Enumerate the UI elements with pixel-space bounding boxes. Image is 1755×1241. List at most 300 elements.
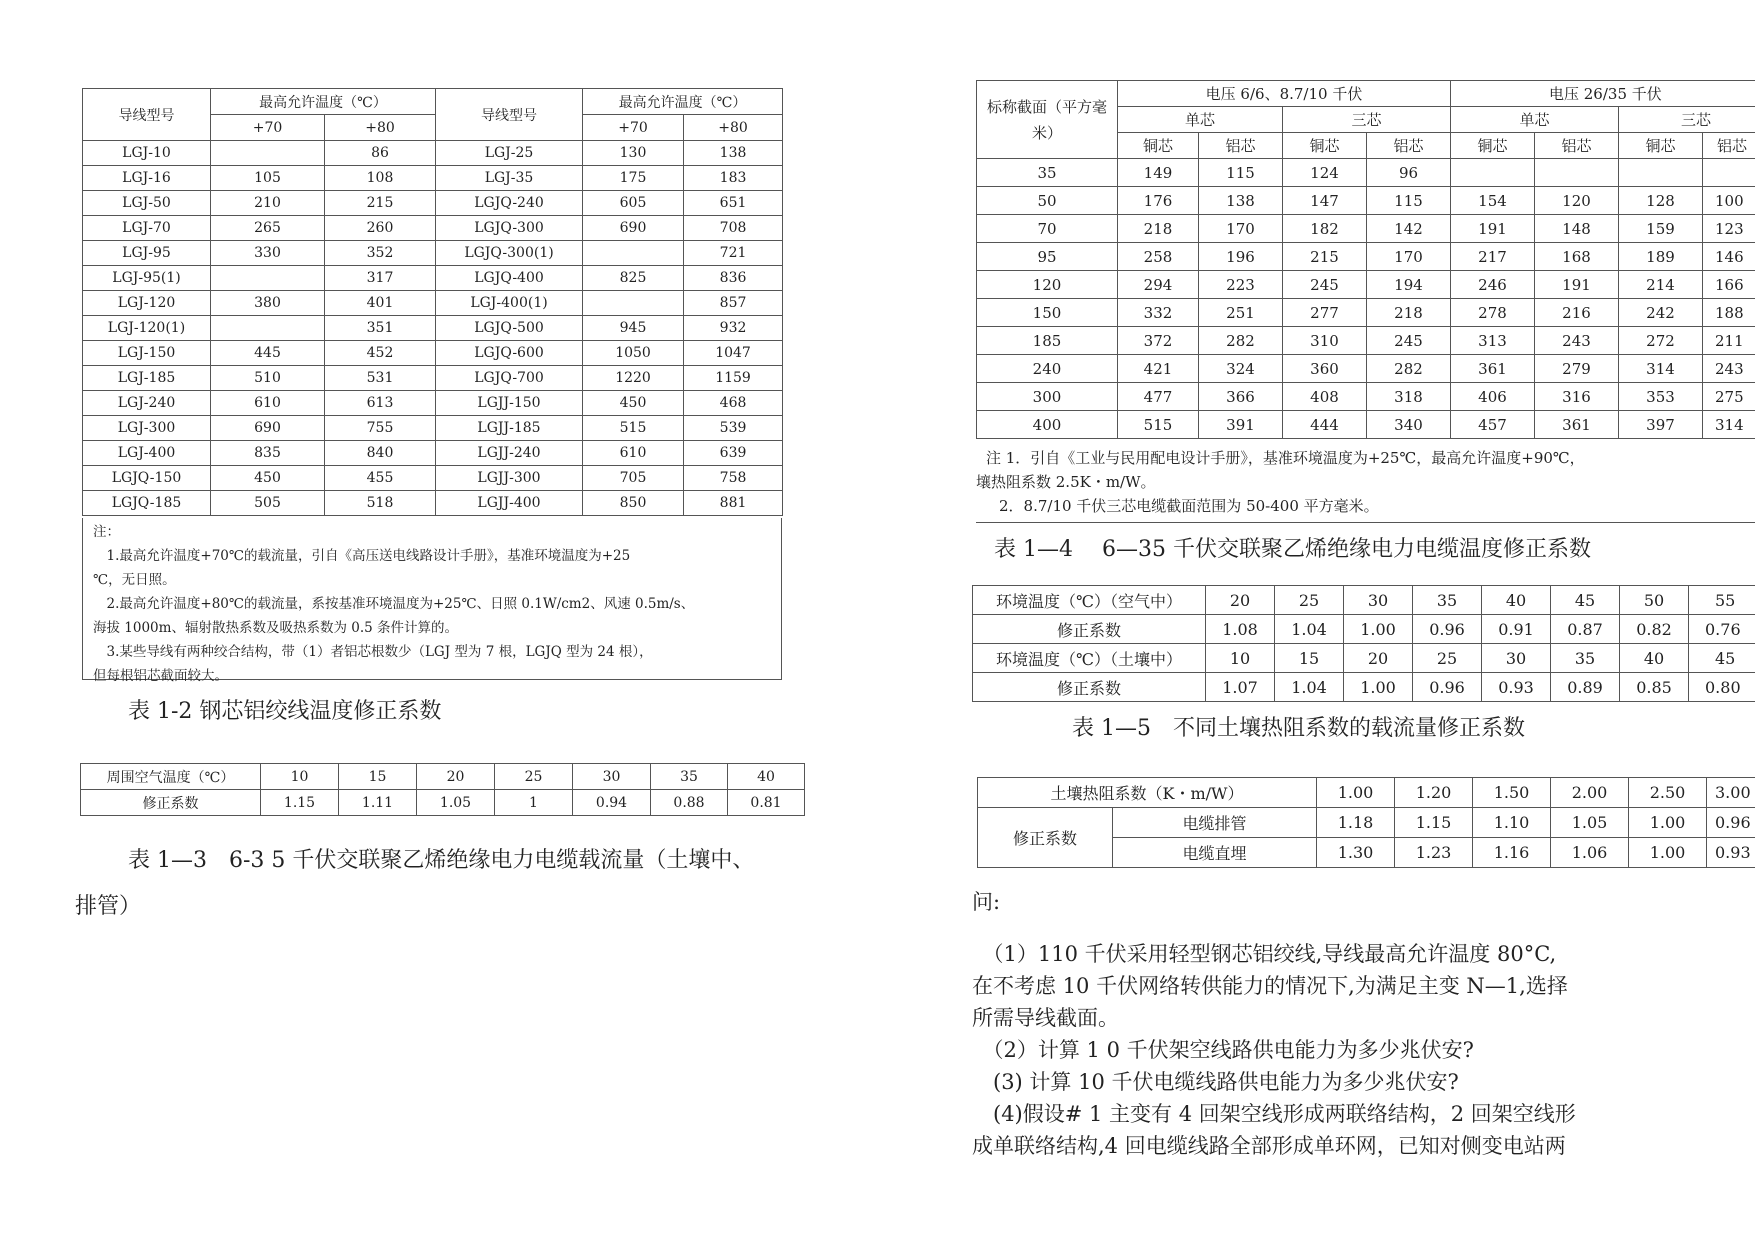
caption-table-1-4: 表 1—4 6—35 千伏交联聚乙烯绝缘电力电缆温度修正系数	[994, 537, 1591, 562]
table-cell: 361	[1451, 355, 1535, 383]
table-cell: LGJQ-185	[83, 491, 211, 516]
table-cell: 196	[1199, 243, 1283, 271]
coef-cell: 1.18	[1317, 808, 1395, 838]
conductor-table-body	[83, 141, 783, 516]
coef-cell: 1.16	[1473, 838, 1551, 868]
table-cell: LGJQ-240	[436, 191, 583, 216]
coef-cell: 0.88	[651, 790, 728, 816]
table-row	[977, 299, 1755, 327]
table-cell: 690	[583, 216, 684, 241]
table-cell: LGJQ-600	[436, 341, 583, 366]
coef-cell: 1.04	[1275, 615, 1344, 644]
table-cell: 214	[1619, 271, 1703, 299]
table-cell: 1050	[583, 341, 684, 366]
note-line: 注：	[93, 524, 120, 540]
temp-cell: 10	[261, 764, 339, 790]
table-cell	[583, 241, 684, 266]
table-cell: 95	[977, 243, 1118, 271]
table-cell: LGJ-35	[436, 166, 583, 191]
table-cell: 170	[1199, 215, 1283, 243]
table-cell: 406	[1451, 383, 1535, 411]
table-cell: 105	[211, 166, 325, 191]
header-aluminum: 铝芯	[1199, 133, 1283, 159]
table-cell: 70	[977, 215, 1118, 243]
resist-cell: 3.00	[1707, 778, 1755, 808]
table-cell: 610	[583, 441, 684, 466]
table-cell: LGJJ-150	[436, 391, 583, 416]
row-label-air-temp: 环境温度（℃）（空气中）	[973, 586, 1206, 615]
coef-cell: 0.94	[573, 790, 651, 816]
table-cell: LGJ-120	[83, 291, 211, 316]
temp-cell: 20	[417, 764, 495, 790]
table-cell: 881	[684, 491, 783, 516]
temp-cell: 20	[1206, 586, 1275, 615]
table-cell: 708	[684, 216, 783, 241]
table-cell: 96	[1367, 159, 1451, 187]
table-cell: 216	[1535, 299, 1619, 327]
question-label: 问:	[972, 890, 1001, 914]
temp-cell: 30	[1482, 644, 1551, 673]
table-cell: 317	[325, 266, 436, 291]
header-aluminum: 铝芯	[1703, 133, 1755, 159]
table-cell: LGJQ-700	[436, 366, 583, 391]
table-cell: 166	[1703, 271, 1755, 299]
table-cell: 330	[211, 241, 325, 266]
coef-cell: 1.15	[1395, 808, 1473, 838]
table-cell: 246	[1451, 271, 1535, 299]
table-row	[83, 166, 783, 191]
table-cell: LGJJ-240	[436, 441, 583, 466]
coef-cell: 1.04	[1275, 673, 1344, 702]
header-aluminum: 铝芯	[1535, 133, 1619, 159]
header-conductor-type: 导线型号	[436, 89, 583, 141]
table-cell	[211, 316, 325, 341]
table-cell: 115	[1367, 187, 1451, 215]
table-cell: 468	[684, 391, 783, 416]
coef-cell: 1.06	[1551, 838, 1629, 868]
table-cell: 755	[325, 416, 436, 441]
coef-cell: 0.91	[1482, 615, 1551, 644]
table-cell: 314	[1619, 355, 1703, 383]
table-cell: 279	[1535, 355, 1619, 383]
table-cell: 175	[583, 166, 684, 191]
header-single-core: 单芯	[1451, 107, 1619, 133]
table-cell: 313	[1451, 327, 1535, 355]
table-cell: 1159	[684, 366, 783, 391]
coef-cell: 0.80	[1689, 673, 1755, 702]
temp-cell: 35	[651, 764, 728, 790]
table-cell: 210	[211, 191, 325, 216]
table-cell: 351	[325, 316, 436, 341]
table-cell: 300	[977, 383, 1118, 411]
table-cell: 142	[1367, 215, 1451, 243]
header-temp-80: +80	[684, 115, 783, 141]
table-cell: 1047	[684, 341, 783, 366]
table-cell: 421	[1118, 355, 1199, 383]
coef-cell: 0.96	[1413, 673, 1482, 702]
table-cell: 50	[977, 187, 1118, 215]
table-cell: 218	[1118, 215, 1199, 243]
table-cell: 605	[583, 191, 684, 216]
table-cell: 391	[1199, 411, 1283, 439]
table-cell: 457	[1451, 411, 1535, 439]
header-voltage-10kv: 电压 6/6、8.7/10 千伏	[1118, 81, 1451, 107]
row-label-soil-temp: 环境温度（℃）（土壤中）	[973, 644, 1206, 673]
table-cell: 445	[211, 341, 325, 366]
table-cell: 1220	[583, 366, 684, 391]
table-cell: 189	[1619, 243, 1703, 271]
table-cell: 721	[684, 241, 783, 266]
table-cell: 825	[583, 266, 684, 291]
resist-cell: 2.00	[1551, 778, 1629, 808]
table-cell: 401	[325, 291, 436, 316]
table-cell: 318	[1367, 383, 1451, 411]
table-cell: 260	[325, 216, 436, 241]
table-cell: 138	[684, 141, 783, 166]
temp-cell: 10	[1206, 644, 1275, 673]
table-cell: 455	[325, 466, 436, 491]
cable-ampacity-table	[976, 80, 1755, 439]
table-cell: 360	[1283, 355, 1367, 383]
table-row	[83, 491, 783, 516]
coef-cell: 0.96	[1413, 615, 1482, 644]
note-line: 但每根铝芯截面较大。	[93, 668, 228, 684]
table-cell: LGJ-185	[83, 366, 211, 391]
table-cell: 211	[1703, 327, 1755, 355]
table-cell: LGJQ-300(1)	[436, 241, 583, 266]
table-row	[83, 466, 783, 491]
table-cell: 639	[684, 441, 783, 466]
table-row	[977, 411, 1755, 439]
table-cell: LGJJ-185	[436, 416, 583, 441]
coef-cell: 0.85	[1620, 673, 1689, 702]
table-row	[83, 416, 783, 441]
table-cell: 515	[583, 416, 684, 441]
table-row	[977, 271, 1755, 299]
header-copper: 铜芯	[1283, 133, 1367, 159]
table-cell	[1619, 159, 1703, 187]
row-label-soil-resistivity: 土壤热阻系数（K・m/W）	[978, 778, 1317, 808]
table-cell: 850	[583, 491, 684, 516]
table-cell: LGJ-16	[83, 166, 211, 191]
coef-cell: 0.76	[1689, 615, 1755, 644]
table-cell: 159	[1619, 215, 1703, 243]
table-cell	[583, 291, 684, 316]
notes-divider	[976, 522, 1755, 523]
table-cell: 120	[1535, 187, 1619, 215]
header-copper: 铜芯	[1118, 133, 1199, 159]
question-body	[972, 938, 1576, 1162]
header-temp-80: +80	[325, 115, 436, 141]
caption-table-1-2: 表 1-2 钢芯铝绞线温度修正系数	[128, 699, 442, 724]
table-cell: 332	[1118, 299, 1199, 327]
table-row	[977, 159, 1755, 187]
table-cell: 148	[1535, 215, 1619, 243]
coef-cell: 1.07	[1206, 673, 1275, 702]
table-cell: 218	[1367, 299, 1451, 327]
table-cell	[1535, 159, 1619, 187]
table-cell	[1703, 159, 1755, 187]
resist-cell: 1.20	[1395, 778, 1473, 808]
table-row	[83, 341, 783, 366]
table-row	[977, 187, 1755, 215]
coef-cell: 1.05	[1551, 808, 1629, 838]
table-cell: 758	[684, 466, 783, 491]
table-cell	[211, 141, 325, 166]
table-cell: LGJ-400(1)	[436, 291, 583, 316]
temp-cell: 40	[1620, 644, 1689, 673]
table-cell: 314	[1703, 411, 1755, 439]
header-max-temp: 最高允许温度（℃）	[583, 89, 783, 115]
conductor-ampacity-table	[82, 88, 783, 516]
header-temp-70: +70	[583, 115, 684, 141]
header-max-temp: 最高允许温度（℃）	[211, 89, 436, 115]
table-cell: 397	[1619, 411, 1703, 439]
table-cell: 138	[1199, 187, 1283, 215]
table-cell: 120	[977, 271, 1118, 299]
temp-cell: 45	[1689, 644, 1755, 673]
header-voltage-35kv: 电压 26/35 千伏	[1451, 81, 1755, 107]
table-cell: 245	[1283, 271, 1367, 299]
note-line: 2．8.7/10 千伏三芯电缆截面范围为 50-400 平方毫米。	[984, 497, 1379, 515]
table-cell: 130	[583, 141, 684, 166]
coef-cell: 1.00	[1629, 808, 1707, 838]
table-cell: 840	[325, 441, 436, 466]
temp-cell: 30	[1344, 586, 1413, 615]
coef-cell: 1.15	[261, 790, 339, 816]
table-cell: LGJQ-400	[436, 266, 583, 291]
table-cell: 146	[1703, 243, 1755, 271]
table-cell	[211, 266, 325, 291]
temp-cell: 15	[1275, 644, 1344, 673]
table-cell: 242	[1619, 299, 1703, 327]
table-cell: 515	[1118, 411, 1199, 439]
air-temp-correction-table	[80, 763, 805, 816]
table-cell: 400	[977, 411, 1118, 439]
question-line: （1）110 千伏采用轻型钢芯铝绞线,导线最高允许温度 80°C,	[972, 942, 1557, 966]
table-cell: 352	[325, 241, 436, 266]
table-cell: 243	[1703, 355, 1755, 383]
table-cell: LGJ-25	[436, 141, 583, 166]
table-cell: 613	[325, 391, 436, 416]
temp-cell: 35	[1413, 586, 1482, 615]
soil-resistivity-correction-table	[977, 777, 1755, 868]
table-row	[977, 383, 1755, 411]
table-cell: 251	[1199, 299, 1283, 327]
table-row	[83, 266, 783, 291]
table-cell: 217	[1451, 243, 1535, 271]
table-cell: 610	[211, 391, 325, 416]
table-row	[83, 441, 783, 466]
table-cell: 258	[1118, 243, 1199, 271]
header-three-core: 三芯	[1283, 107, 1451, 133]
table-row	[977, 327, 1755, 355]
table-cell: 505	[211, 491, 325, 516]
table-cell: LGJ-95(1)	[83, 266, 211, 291]
table-cell: 185	[977, 327, 1118, 355]
table-row	[83, 141, 783, 166]
table-cell: 123	[1703, 215, 1755, 243]
coef-cell: 1.23	[1395, 838, 1473, 868]
caption-table-1-3-cont: 排管）	[75, 894, 142, 919]
row-label-coef: 修正系数	[973, 673, 1206, 702]
coef-cell: 0.89	[1551, 673, 1620, 702]
row-label-air-temp: 周围空气温度（℃）	[81, 764, 261, 790]
temp-cell: 40	[1482, 586, 1551, 615]
table-cell: 282	[1367, 355, 1451, 383]
table-cell: 149	[1118, 159, 1199, 187]
table-cell: 277	[1283, 299, 1367, 327]
header-copper: 铜芯	[1451, 133, 1535, 159]
table-cell: LGJQ-500	[436, 316, 583, 341]
table-cell: LGJQ-300	[436, 216, 583, 241]
coef-cell: 0.93	[1707, 838, 1755, 868]
temp-cell: 45	[1551, 586, 1620, 615]
caption-table-1-5: 表 1—5 不同土壤热阻系数的载流量修正系数	[1072, 716, 1525, 741]
resist-cell: 1.00	[1317, 778, 1395, 808]
temp-cell: 55	[1689, 586, 1755, 615]
question-line: （2）计算 1 0 千伏架空线路供电能力为多少兆伏安?	[972, 1038, 1474, 1062]
row-label-coef: 修正系数	[978, 808, 1113, 868]
table-cell: 324	[1199, 355, 1283, 383]
note-line: 3.某些导线有两种绞合结构，带（1）者铝芯根数少（LGJ 型为 7 根，LGJQ 型为 24 根），	[93, 644, 653, 660]
coef-cell: 0.96	[1707, 808, 1755, 838]
table-cell: 857	[684, 291, 783, 316]
table-row	[83, 391, 783, 416]
table-cell: LGJQ-150	[83, 466, 211, 491]
table-row	[83, 216, 783, 241]
table-cell: 353	[1619, 383, 1703, 411]
table-cell: 265	[211, 216, 325, 241]
table-cell: 531	[325, 366, 436, 391]
temp-cell: 25	[495, 764, 573, 790]
table-cell: 188	[1703, 299, 1755, 327]
note-line: 海拔 1000m、辐射散热系数及吸热系数为 0.5 条件计算的。	[93, 620, 459, 636]
header-aluminum: 铝芯	[1367, 133, 1451, 159]
table-row	[83, 241, 783, 266]
resist-cell: 1.50	[1473, 778, 1551, 808]
table-cell: 128	[1619, 187, 1703, 215]
table-cell: 310	[1283, 327, 1367, 355]
table-cell: 372	[1118, 327, 1199, 355]
table-cell: 945	[583, 316, 684, 341]
table-cell: 278	[1451, 299, 1535, 327]
table-cell: 366	[1199, 383, 1283, 411]
table-cell: LGJ-10	[83, 141, 211, 166]
table-cell: 194	[1367, 271, 1451, 299]
table-cell: 240	[977, 355, 1118, 383]
header-conductor-type: 导线型号	[83, 89, 211, 141]
row-label-coef: 修正系数	[973, 615, 1206, 644]
table-cell: 477	[1118, 383, 1199, 411]
question-line: (3) 计算 10 千伏电缆线路供电能力为多少兆伏安?	[972, 1070, 1459, 1094]
table-cell: LGJJ-300	[436, 466, 583, 491]
temp-cell: 40	[728, 764, 805, 790]
header-three-core: 三芯	[1619, 107, 1755, 133]
coef-cell: 1	[495, 790, 573, 816]
table-cell: 243	[1535, 327, 1619, 355]
header-temp-70: +70	[211, 115, 325, 141]
table-cell: 115	[1199, 159, 1283, 187]
table-cell: LGJ-70	[83, 216, 211, 241]
temp-cell: 30	[573, 764, 651, 790]
table-cell: 408	[1283, 383, 1367, 411]
table-cell: 215	[325, 191, 436, 216]
table-cell: LGJ-300	[83, 416, 211, 441]
coef-cell: 1.11	[339, 790, 417, 816]
table-cell: 282	[1199, 327, 1283, 355]
table-row	[977, 355, 1755, 383]
coef-cell: 1.05	[417, 790, 495, 816]
coef-cell: 0.82	[1620, 615, 1689, 644]
table-cell	[1451, 159, 1535, 187]
coef-cell: 1.00	[1344, 673, 1413, 702]
coef-cell: 1.08	[1206, 615, 1275, 644]
cable-temp-correction-table	[972, 585, 1755, 702]
table-cell: LGJ-120(1)	[83, 316, 211, 341]
coef-cell: 1.00	[1344, 615, 1413, 644]
table-cell: 86	[325, 141, 436, 166]
temp-cell: 50	[1620, 586, 1689, 615]
table-cell: 150	[977, 299, 1118, 327]
note-line: ℃，无日照。	[93, 572, 176, 588]
header-nominal-section: 标称截面（平方毫米）	[977, 81, 1118, 159]
coef-cell: 0.93	[1482, 673, 1551, 702]
table-cell: 108	[325, 166, 436, 191]
row-label-duct: 电缆排管	[1113, 808, 1317, 838]
table-cell: 168	[1535, 243, 1619, 271]
table-cell: 452	[325, 341, 436, 366]
table-cell: 380	[211, 291, 325, 316]
table-cell: 275	[1703, 383, 1755, 411]
table-cell: 147	[1283, 187, 1367, 215]
table-cell: 191	[1535, 271, 1619, 299]
temp-cell: 20	[1344, 644, 1413, 673]
cable-table-body	[977, 159, 1755, 439]
table-cell: 215	[1283, 243, 1367, 271]
table-row	[83, 316, 783, 341]
coef-cell: 0.81	[728, 790, 805, 816]
table-cell: 444	[1283, 411, 1367, 439]
header-copper: 铜芯	[1619, 133, 1703, 159]
table-cell: 191	[1451, 215, 1535, 243]
table-cell: 176	[1118, 187, 1199, 215]
table-cell: LGJ-150	[83, 341, 211, 366]
note-line: 2.最高允许温度+80℃的载流量，系按基准环境温度为+25℃、日照 0.1W/cm2、风速 0.5m/s、	[93, 596, 695, 612]
question-line: (4)假设# 1 主变有 4 回架空线形成两联络结构，2 回架空线形	[972, 1102, 1576, 1126]
coef-cell: 0.87	[1551, 615, 1620, 644]
table-cell: LGJ-240	[83, 391, 211, 416]
table-cell: 294	[1118, 271, 1199, 299]
conductor-table-notes	[82, 518, 782, 684]
row-label-direct: 电缆直埋	[1113, 838, 1317, 868]
table-cell: 450	[583, 391, 684, 416]
table-cell: 932	[684, 316, 783, 341]
table-cell: LGJ-50	[83, 191, 211, 216]
table-row	[83, 191, 783, 216]
table-cell: 182	[1283, 215, 1367, 243]
question-line: 在不考虑 10 千伏网络转供能力的情况下,为满足主变 N—1,选择	[972, 974, 1568, 998]
table-cell: 518	[325, 491, 436, 516]
coef-cell: 1.10	[1473, 808, 1551, 838]
table-cell: 340	[1367, 411, 1451, 439]
table-row	[83, 366, 783, 391]
cable-table-notes	[976, 446, 1755, 518]
coef-cell: 1.00	[1629, 838, 1707, 868]
table-cell: 35	[977, 159, 1118, 187]
table-cell: 124	[1283, 159, 1367, 187]
table-cell: LGJJ-400	[436, 491, 583, 516]
